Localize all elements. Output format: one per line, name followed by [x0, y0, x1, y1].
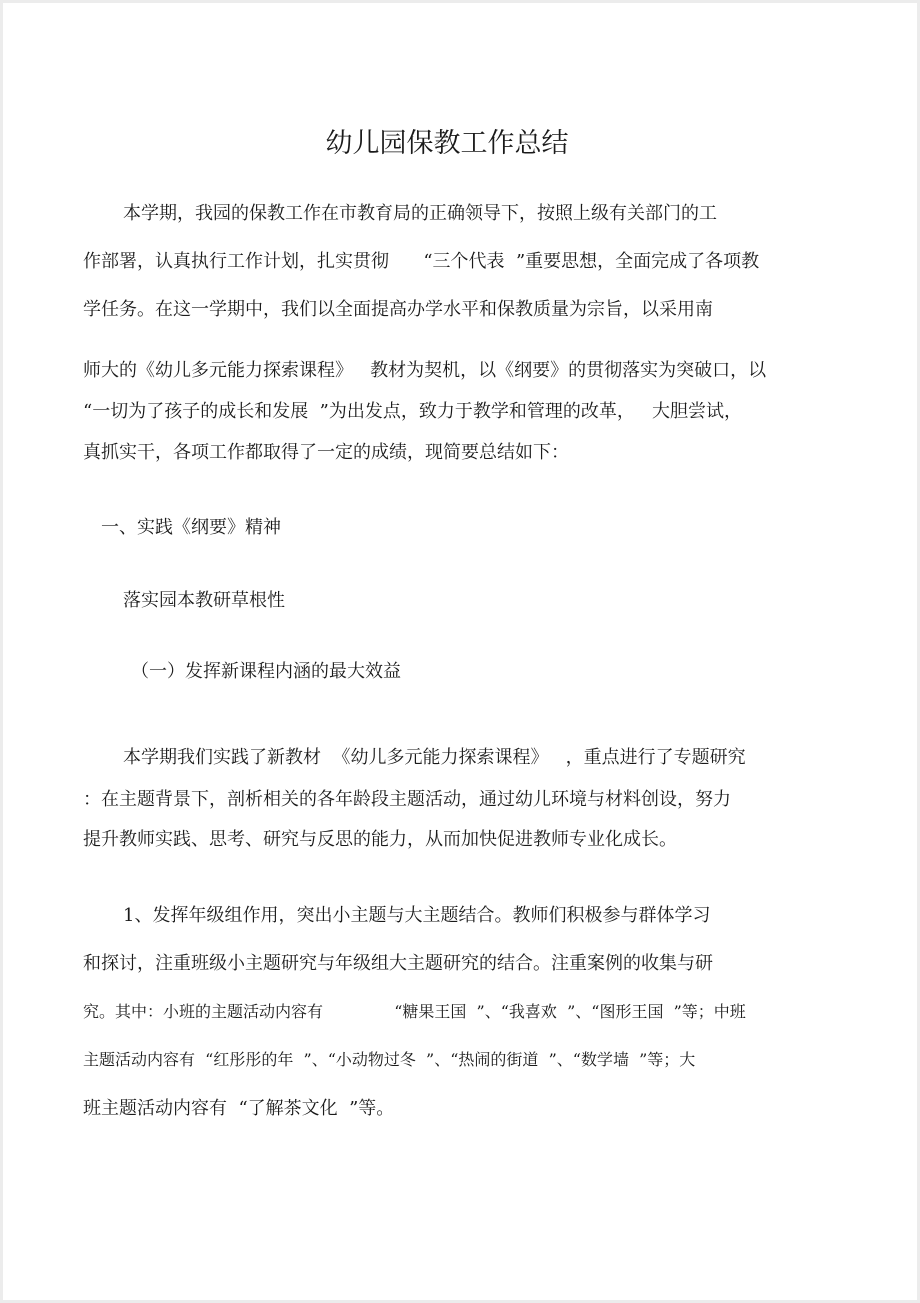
intro-line-6: 真抓实干，各项工作都取得了一定的成绩，现简要总结如下：: [83, 442, 569, 463]
intro-line-5: “一切为了孩子的成长和发展 ”为出发点，致力于教学和管理的改革， 大胆尝试，: [83, 401, 743, 422]
intro-line-2: 作部署，认真执行工作计划，扎实贯彻 “三个代表 ”重要思想，全面完成了各项教: [83, 251, 760, 272]
subsection1-heading: （一）发挥新课程内涵的最大效益: [131, 661, 401, 682]
para3-line-3: 究。其中：小班的主题活动内容有 “糖果王国 ”、“我喜欢 ”、“图形王国 ”等；中班: [83, 1002, 746, 1021]
para2-line-2: ：在主题背景下，剖析相关的各年龄段主题活动，通过幼儿环境与材料创设，努力: [83, 789, 731, 810]
section1-subheading: 落实园本教研草根性: [123, 590, 285, 611]
intro-line-4: 师大的《幼儿多元能力探索课程》 教材为契机，以《纲要》的贯彻落实为突破口，以: [83, 360, 767, 381]
para3-line-4: 主题活动内容有 “红彤彤的年 ”、“小动物过冬 ”、“热闹的街道 ”、“数学墙 ”等；大: [83, 1050, 696, 1069]
para2-line-3: 提升教师实践、思考、研究与反思的能力，从而加快促进教师专业化成长。: [83, 829, 677, 850]
para3-line-5: 班主题活动内容有 “了解茶文化 ”等。: [83, 1098, 395, 1119]
intro-line-1: 本学期，我园的保教工作在市教育局的正确领导下，按照上级有关部门的工: [123, 203, 717, 224]
document-title: 幼儿园保教工作总结: [325, 128, 569, 159]
section1-heading: 一、实践《纲要》精神: [101, 517, 281, 538]
para3-line-2: 和探讨，注重班级小主题研究与年级组大主题研究的结合。注重案例的收集与研: [83, 953, 713, 974]
intro-line-3: 学任务。在这一学期中，我们以全面提高办学水平和保教质量为宗旨，以采用南: [83, 299, 713, 320]
para3-line-1: 1、发挥年级组作用，突出小主题与大主题结合。教师们积极参与群体学习: [123, 905, 711, 926]
para2-line-1: 本学期我们实践了新教材 《幼儿多元能力探索课程》 ，重点进行了专题研究: [123, 747, 746, 768]
document-page: [3, 3, 917, 1300]
